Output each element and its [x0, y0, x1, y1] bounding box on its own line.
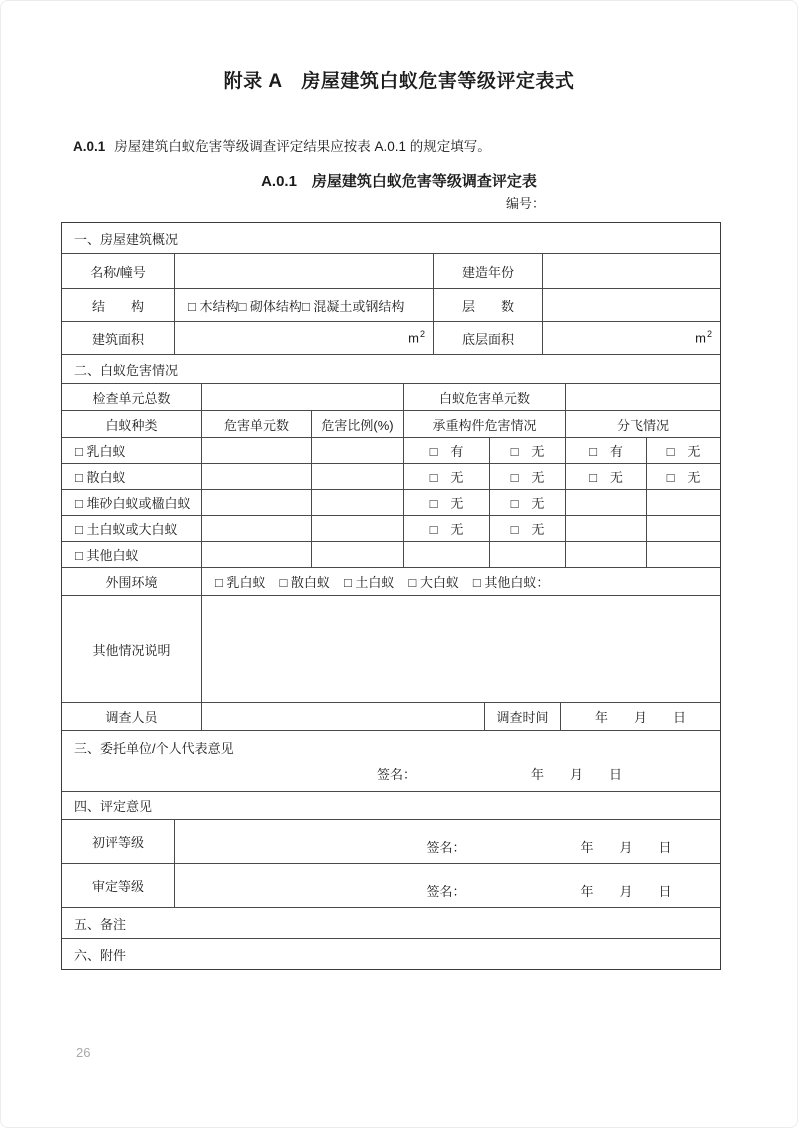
section3-header: 三、委托单位/个人代表意见: [74, 741, 234, 756]
initial-grade-signature-line: [223, 837, 671, 856]
checkbox-reticulitermes: □ 散白蚁: [75, 470, 126, 485]
col-bearing-header: 承重构件危害情况: [403, 411, 565, 437]
ratio-cell: [311, 438, 403, 463]
col-ratio-header: 危害比例(%): [311, 411, 403, 437]
intro-paragraph: [73, 138, 737, 156]
assessment-form-table: [61, 222, 721, 970]
signature-label: 签名：: [426, 884, 466, 899]
swarm-empty-cell: [646, 542, 720, 567]
bearing-empty-cell: [489, 542, 565, 567]
species-row-drywood: [62, 489, 720, 515]
species-row-reticulitermes: [62, 463, 720, 489]
swarm-empty-cell: [565, 516, 646, 541]
ratio-cell: [311, 542, 403, 567]
bearing-no-cell: □ 无: [489, 464, 565, 489]
species-row-coptotermes: [62, 437, 720, 463]
build-year-value-cell: [542, 254, 720, 288]
floors-label: 层 数: [433, 289, 542, 321]
checkbox-masonry-structure: □ 砌体结构: [238, 298, 302, 314]
section5-header: 五、备注: [74, 916, 127, 932]
hazard-units-value-cell: [565, 384, 720, 410]
review-grade-signature-line: [223, 881, 671, 900]
ground-area-value-cell: [542, 322, 720, 354]
section2-header: 二、白蚁危害情况: [74, 362, 179, 378]
building-area-value-cell: [174, 322, 433, 354]
table-caption: A.0.1 房屋建筑白蚁危害等级调查评定表: [261, 173, 537, 190]
initial-grade-label: 初评等级: [91, 835, 144, 850]
section6-header: 六、附件: [74, 947, 127, 963]
intro-text: 房屋建筑白蚁危害等级调查评定结果应按表 A.0.1 的规定填写。: [114, 139, 491, 154]
environment-label: 外围环境: [105, 575, 158, 590]
other-notes-label: 其他情况说明: [92, 642, 171, 658]
checkbox-wood-structure: □ 木结构: [188, 298, 239, 314]
swarm-empty-cell: [646, 490, 720, 515]
square-meter-unit: $m^2$: [695, 329, 712, 346]
bearing-no-cell: □ 无: [489, 438, 565, 463]
bearing-no-cell: □ 无: [489, 516, 565, 541]
square-meter-unit: $m^2$: [408, 329, 425, 346]
checkbox-drywood-termite: □ 堆砂白蚁或楹白蚁: [75, 496, 191, 511]
structure-options-cell: [174, 289, 433, 321]
unit-count-cell: [201, 438, 311, 463]
ratio-cell: [311, 490, 403, 515]
bearing-empty-cell: [403, 542, 489, 567]
unit-count-cell: [201, 516, 311, 541]
checkbox-env-other: □ 其他白蚁：: [472, 575, 550, 590]
bearing-no-cell: □ 无: [403, 464, 489, 489]
swarm-empty-cell: [565, 490, 646, 515]
signature-date: 年 月 日: [580, 840, 672, 855]
col-species-header: 白蚁种类: [105, 417, 158, 433]
ratio-cell: [311, 464, 403, 489]
checkbox-env-coptotermes: □ 乳白蚁: [215, 575, 266, 590]
unit-count-cell: [201, 464, 311, 489]
swarm-empty-cell: [565, 542, 646, 567]
swarm-no-cell: □ 无: [646, 438, 720, 463]
survey-date-cell: 年 月 日: [560, 703, 720, 730]
unit-count-cell: [201, 542, 311, 567]
bearing-yes-cell: □ 有: [403, 438, 489, 463]
intro-clause-number: A.0.1: [73, 139, 106, 154]
swarm-yes-cell: □ 有: [565, 438, 646, 463]
survey-time-label: 调查时间: [484, 703, 560, 730]
checkbox-concrete-steel-structure: □ 混凝土或钢结构: [301, 298, 405, 314]
section1-header: 一、房屋建筑概况: [74, 231, 179, 247]
bearing-no-cell: □ 无: [403, 490, 489, 515]
col-unit-count-header: 危害单元数: [201, 411, 311, 437]
signature-label: 签名：: [426, 840, 466, 855]
section3-cell: [62, 731, 720, 791]
hazard-units-label: 白蚁危害单元数: [403, 384, 565, 410]
total-units-value-cell: [201, 384, 403, 410]
signature-date: 年 月 日: [531, 767, 623, 782]
page-number: 26: [76, 1045, 91, 1060]
bearing-no-cell: □ 无: [489, 490, 565, 515]
swarm-no-cell: □ 无: [646, 464, 720, 489]
building-name-label: 名称/幢号: [90, 264, 146, 280]
review-grade-label: 审定等级: [91, 879, 144, 894]
review-grade-cell: [174, 864, 720, 907]
checkbox-coptotermes: □ 乳白蚁: [75, 444, 126, 459]
building-area-label: 建筑面积: [91, 331, 144, 347]
structure-label: 结 构: [91, 298, 144, 314]
checkbox-env-odontotermes: □ 土白蚁: [343, 575, 395, 590]
checkbox-env-reticulitermes: □ 散白蚁: [279, 575, 330, 590]
signature-date: 年 月 日: [580, 884, 672, 899]
initial-grade-cell: [174, 820, 720, 863]
checkbox-other-termite: □ 其他白蚁: [75, 548, 139, 563]
surveyor-label: 调查人员: [105, 710, 158, 725]
surveyor-value-cell: [201, 703, 484, 730]
building-name-value-cell: [174, 254, 433, 288]
other-notes-value-cell: [201, 596, 720, 702]
species-row-odontotermes: [62, 515, 720, 541]
col-swarm-header: 分飞情况: [565, 411, 720, 437]
bearing-no-cell: □ 无: [403, 516, 489, 541]
signature-label: 签名：: [377, 767, 417, 782]
build-year-label: 建造年份: [433, 254, 542, 288]
environment-options-cell: [201, 568, 720, 595]
checkbox-env-macrotermes: □ 大白蚁: [408, 575, 459, 590]
form-number-label: 编号：: [506, 196, 546, 211]
unit-count-cell: [201, 490, 311, 515]
section3-signature-line: [62, 764, 720, 783]
page-title: 附录 A 房屋建筑白蚁危害等级评定表式: [223, 71, 575, 92]
species-row-other: [62, 541, 720, 567]
section4-header: 四、评定意见: [74, 799, 153, 814]
swarm-no-cell: □ 无: [565, 464, 646, 489]
floors-value-cell: [542, 289, 720, 321]
swarm-empty-cell: [646, 516, 720, 541]
ground-area-label: 底层面积: [433, 322, 542, 354]
total-units-label: 检查单元总数: [92, 390, 171, 406]
ratio-cell: [311, 516, 403, 541]
checkbox-odontotermes: □ 土白蚁或大白蚁: [75, 522, 178, 537]
